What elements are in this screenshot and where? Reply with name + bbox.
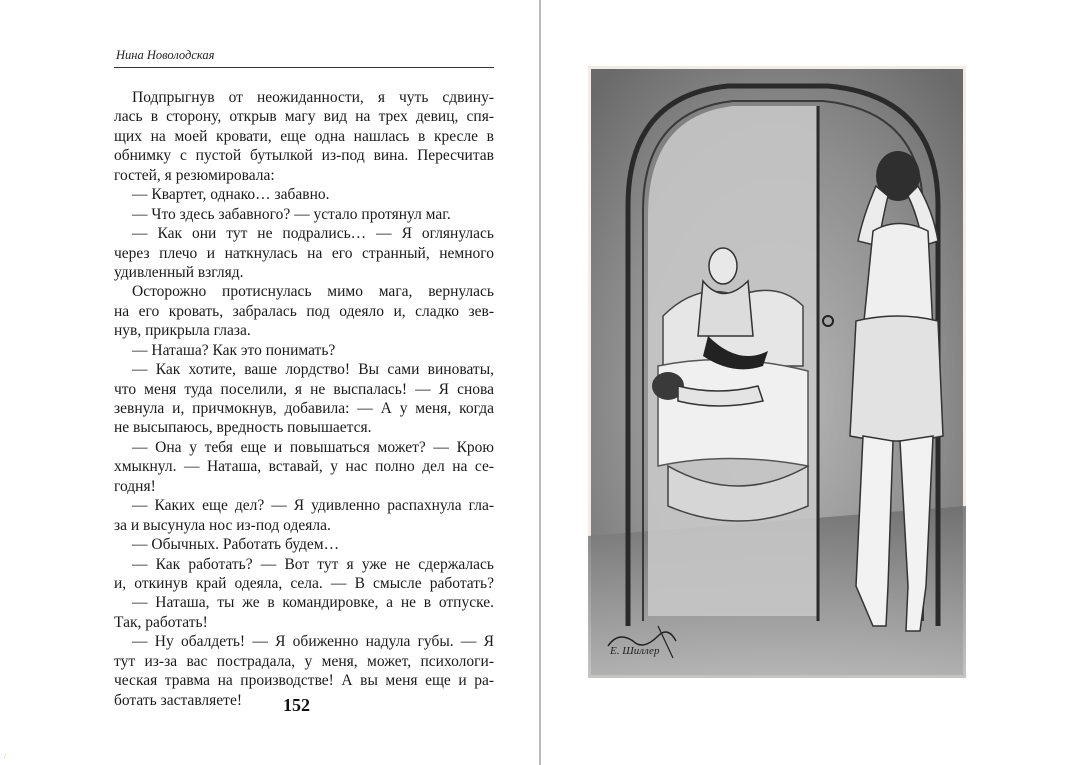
text-line: Так, работать! [114, 613, 208, 631]
text-line: щих на моей кровати, еще одна нашлась в кресле в [114, 127, 494, 145]
woman-towel [850, 316, 943, 441]
text-line: не высыпаюсь, вредность повышается. [114, 419, 372, 437]
body-text [114, 88, 494, 710]
text-line: нув, прикрыла глаза. [114, 322, 251, 340]
signature-text: Е. Шиллер [610, 645, 660, 657]
text-line: Подпрыгнув от неожиданности, я чуть сдвину- [132, 89, 494, 106]
text-line: — Наташа? Как это понимать? [132, 341, 336, 359]
woman-back [863, 224, 933, 332]
text-line: — Наташа, ты же в командировке, а не в отпуске. [132, 594, 494, 612]
text-line: обнимку с пустой бутылкой из-под вина. Пересчитав [114, 147, 494, 165]
illustration [588, 66, 966, 678]
corner-mark: / [4, 752, 7, 761]
text-line: — Что здесь забавного? — устало протянул маг. [132, 205, 451, 223]
text-line: — Обычных. Работать будем… [132, 536, 340, 554]
text-line: — Как хотите, ваше лордство! Вы сами виноваты, [132, 361, 494, 379]
bed-blanket [658, 360, 808, 466]
text-line: гостей, я резюмировала: [114, 166, 275, 184]
left-page [0, 0, 539, 765]
page-number: 152 [283, 695, 310, 715]
text-line: и, откинув край одеяла, села. — В смысле работать? [114, 574, 494, 592]
text-line: хмыкнул. — Наташа, вставай, у нас полно дел на се- [114, 458, 494, 476]
text-line: на его кровать, забралась под одеяло и, сладко зев- [114, 302, 494, 320]
text-line: — Квартет, однако… забавно. [132, 186, 330, 204]
running-head-author: Нина Новолодская [116, 48, 215, 62]
girl-sitting-head [709, 248, 737, 284]
text-line: — Ну обалдеть! — Я обиженно надула губы. — Я [132, 633, 494, 651]
text-line: — Каких еще дел? — Я удивленно распахнула гла- [132, 497, 494, 515]
header-rule [114, 67, 494, 68]
text-line: тут из-за вас пострадала, у меня, может, психологи- [114, 652, 494, 670]
text-line: — Она у тебя еще и повышаться может? — Крою [132, 438, 494, 456]
text-line: Осторожно протиснулась мимо мага, вернулась [132, 283, 494, 301]
text-line: — Как работать? — Вот тут я уже не сдержалась [132, 555, 494, 573]
text-line: зевнула и, причмокнув, добавила: — А у меня, когда [114, 400, 494, 417]
text-line: через плечо и наткнулась на его странный, немного [114, 244, 494, 262]
text-line: ческая травма на производстве! А вы меня еще и ра- [114, 672, 494, 690]
text-line: ботать заставляете! [114, 691, 242, 709]
woman-leg-left [856, 436, 893, 626]
text-line: — Как они тут не подрались… — Я оглянулась [132, 225, 494, 243]
text-line: удивленный взгляд. [114, 263, 244, 281]
text-line: что меня туда поселили, я не выспалась! — Я снова [114, 380, 494, 398]
text-line: годня! [114, 477, 156, 495]
text-line: лась в сторону, открыв магу вид на трех девиц, спя- [114, 108, 494, 126]
text-line: за и высунула нос из-под одеяла. [114, 516, 331, 534]
